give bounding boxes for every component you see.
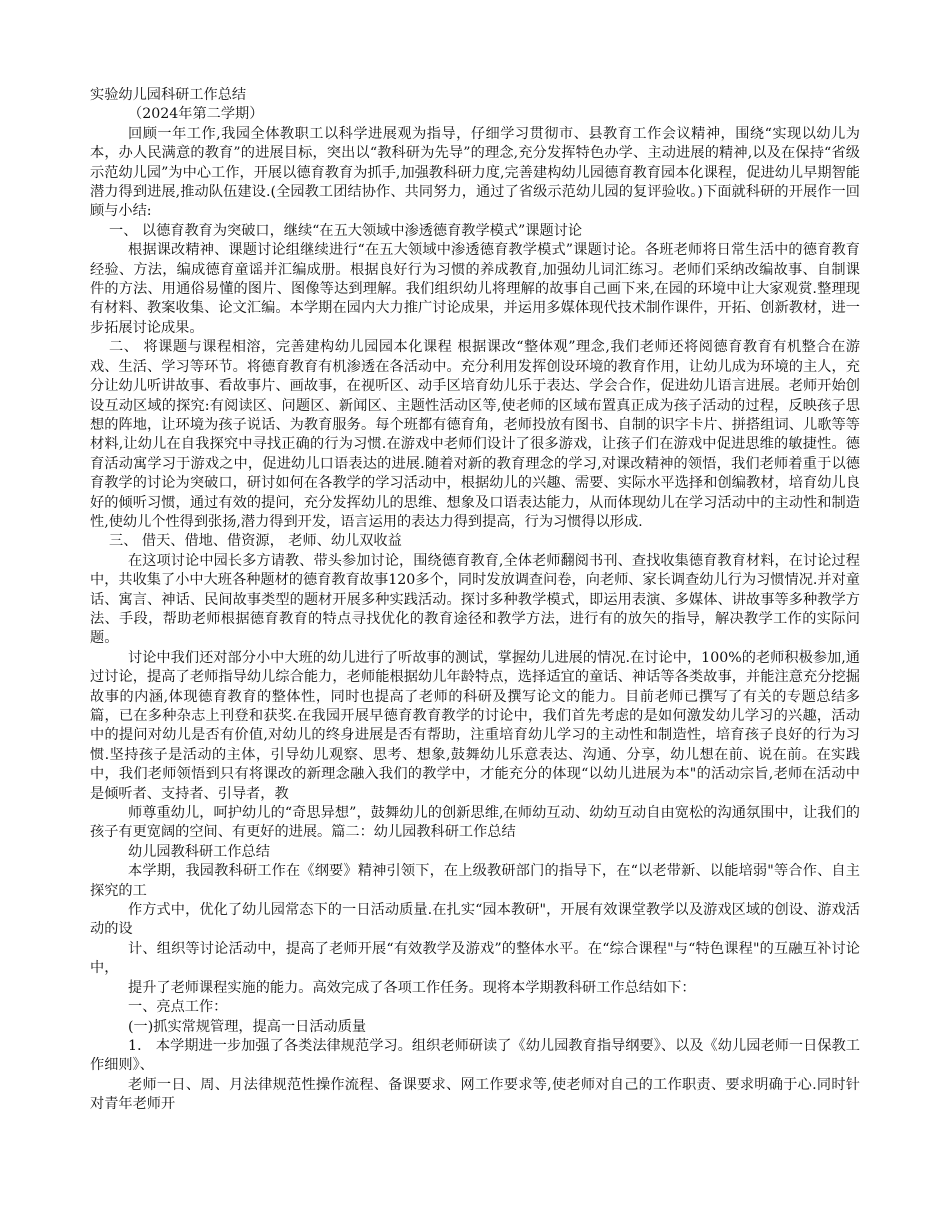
paragraph-section-3b: 讨论中我们还对部分小中大班的幼儿进行了听故事的测试，掌握幼儿进展的情况.在讨论中，100%的老师积极参加,通过讨论，提高了老师指导幼儿综合能力，老师能根据幼儿年龄特点，选择适宜的童话、神话等各类故事，并能注意充分挖掘故事的内涵,体现德育教育的整体性，同时也提高了老师的科研及撰写论文的能力。目前老师已撰写了有关的专题总结多篇，已在多种杂志上刊登和获奖.在我园开展早德育教育教学的讨论中，我们首先考虑的是如何激发幼儿学习的兴趣，活动中的提问对幼儿是否有价值,对幼儿的终身进展是否有帮助，注重培育幼儿学习的主动性和制造性，培育孩子良好的行为习惯.坚持孩子是活动的主体，引导幼儿观察、思考、想象,鼓舞幼儿乐意表达、沟通、分享，幼儿想在前、说在前。在实践中，我们老师领悟到只有将课改的新理念融入我们的教学中，才能充分的体现“以幼儿进展为本"的活动宗旨,老师在活动中是倾听者、支持者、引导者，教 [90,649,860,802]
paragraph-part2-method: 作方式中，优化了幼儿园常态下的一日活动质量.在扎实“园本教研"，开展有效课堂教学以及游戏区域的创设、游戏活动的设 [90,902,860,938]
list-item-1: 1． 本学期进一步加强了各类法律规范学习。组织老师研读了《幼儿园教育指导纲要》、以及《幼儿园老师一日保教工作细则》、 [90,1037,860,1074]
document-term: （2024年第二学期） [128,106,264,123]
section-heading-3: 三、 借天、借地、借资源， 老师、幼儿双收益 [109,533,402,550]
paragraph-section-3a: 在这项讨论中园长多方请教、带头参加讨论，围绕德育教育,全体老师翻阅书刊、查找收集德育教育材料，在讨论过程中，共收集了小中大班各种题材的德育教育故事120多个，同时发放调查问卷，向老师、家长调查幼儿行为习惯情况.并对童话、寓言、神话、民间故事类型的题材开展多种实践活动。探讨多种教学模式，即运用表演、多媒体、讲故事等多种教学方法、手段，帮助老师根据德育教育的特点寻找优化的教育途径和教学方法，进行有的放矢的指导，解决教学工作的实际问题。 [90,552,860,647]
paragraph-intro: 回顾一年工作,我园全体教职工以科学进展观为指导，仔细学习贯彻市、县教育工作会议精神，围绕“实现以幼儿为本，办人民满意的教育”的进展目标，突出以“教科研为先导”的理念,充分发挥特色办学、主动进展的精神,以及在保持“省级示范幼儿园”为中心工作，开展以德育教育为抓手,加强教科研力度,完善建构幼儿园德育教育园本化课程，促进幼儿早期智能潜力得到进展,推动队伍建设.(全园教工团结协作、共同努力，通过了省级示范幼儿园的复评验收。)下面就科研的开展作一回顾与小结: [90,125,860,220]
paragraph-section-3c: 师尊重幼儿，呵护幼儿的“奇思异想”，鼓舞幼儿的创新思维,在师幼互动、幼幼互动自由宽松的沟通氛围中，让我们的孩子有更宽阔的空间、有更好的进展。篇二：幼儿园教科研工作总结 [90,805,860,841]
subtitle-part-2: 幼儿园教科研工作总结 [128,843,270,860]
section-heading-1: 一、 以德育教育为突破口，继续“在五大领域中渗透德育教学模式”课题讨论 [109,222,583,239]
paragraph-part2-design: 计、组织等讨论活动中，提高了老师开展“有效教学及游戏”的整体水平。在“综合课程"与“特色课程"的互融互补讨论中， [90,940,860,977]
paragraph-part2-intro: 本学期，我园教科研工作在《纲要》精神引领下，在上级教研部门的指导下，在“以老带新、以能培弱"等合作、自主探究的工 [90,863,860,899]
heading-routine-management: (一)抓实常规管理，提高一日活动质量 [128,1018,367,1035]
heading-highlights: 一、亮点工作： [128,999,228,1016]
document-page [90,86,860,1115]
paragraph-section-2: 二、 将课题与课程相溶，完善建构幼儿园园本化课程 根据课改“整体观”理念,我们老师还将阅德育教育有机整合在游戏、生活、学习等环节。将德育教育有机渗透在各活动中。充分利用发挥创设环境的教育作用，让幼儿成为环境的主人，充分让幼儿听讲故事、看故事片、画故事，在视听区、动手区培育幼儿乐于表达、学会合作，促进幼儿语言进展。老师开始创设互动区域的探究:有阅读区、问题区、新闻区、主题性活动区等,使老师的区域布置真正成为孩子活动的过程，反映孩子思想的阵地，让环境为孩子说话、为教育服务。每个班都有德育角，老师投放有图书、自制的识字卡片、拼搭组词、儿歌等等材料,让幼儿在自我探究中寻找正确的行为习惯.在游戏中老师们设计了很多游戏，让孩子们在游戏中促进思维的敏捷性。德育活动寓学习于游戏之中，促进幼儿口语表达的进展.随着对新的教育理念的学习,对课改精神的领悟，我们老师着重于以德育教学的讨论为突破口，研讨如何在各教学的学习活动中，根据幼儿的兴趣、需要、实际水平选择和创编教材，培育幼儿良好的倾听习惯，通过有效的提问，充分发挥幼儿的思维、想象及口语表达能力，从而体现幼儿在学习活动中的主动性和制造性,使幼儿个性得到张扬,潜力得到开发，语言运用的表达力得到提高，行为习惯得以形成. [90,339,860,530]
document-title: 实验幼儿园科研工作总结 [90,87,247,103]
paragraph-procedures: 老师一日、周、月法律规范性操作流程、备课要求、网工作要求等,使老师对自己的工作职责、要求明确于心.同时针对青年老师开 [90,1076,860,1113]
paragraph-section-1: 根据课改精神、课题讨论组继续进行“在五大领域中渗透德育教学模式”课题讨论。各班老师将日常生活中的德育教育经验、方法，编成德育童谣并汇编成册。根据良好行为习惯的养成教育,加强幼儿词汇练习。老师们采纳改编故事、自制课件的方法、用通俗易懂的图片、图像等达到理解。我们组织幼儿将理解的故事自己画下来,在园的环境中让大家观赏.整理现有材料、教案收集、论文汇编。本学期在园内大力推广讨论成果，并运用多媒体现代技术制作课件，开拓、创新教材，进一步拓展讨论成果。 [90,242,860,336]
paragraph-part2-summary: 提升了老师课程实施的能力。高效完成了各项工作任务。现将本学期教科研工作总结如下： [128,979,696,996]
